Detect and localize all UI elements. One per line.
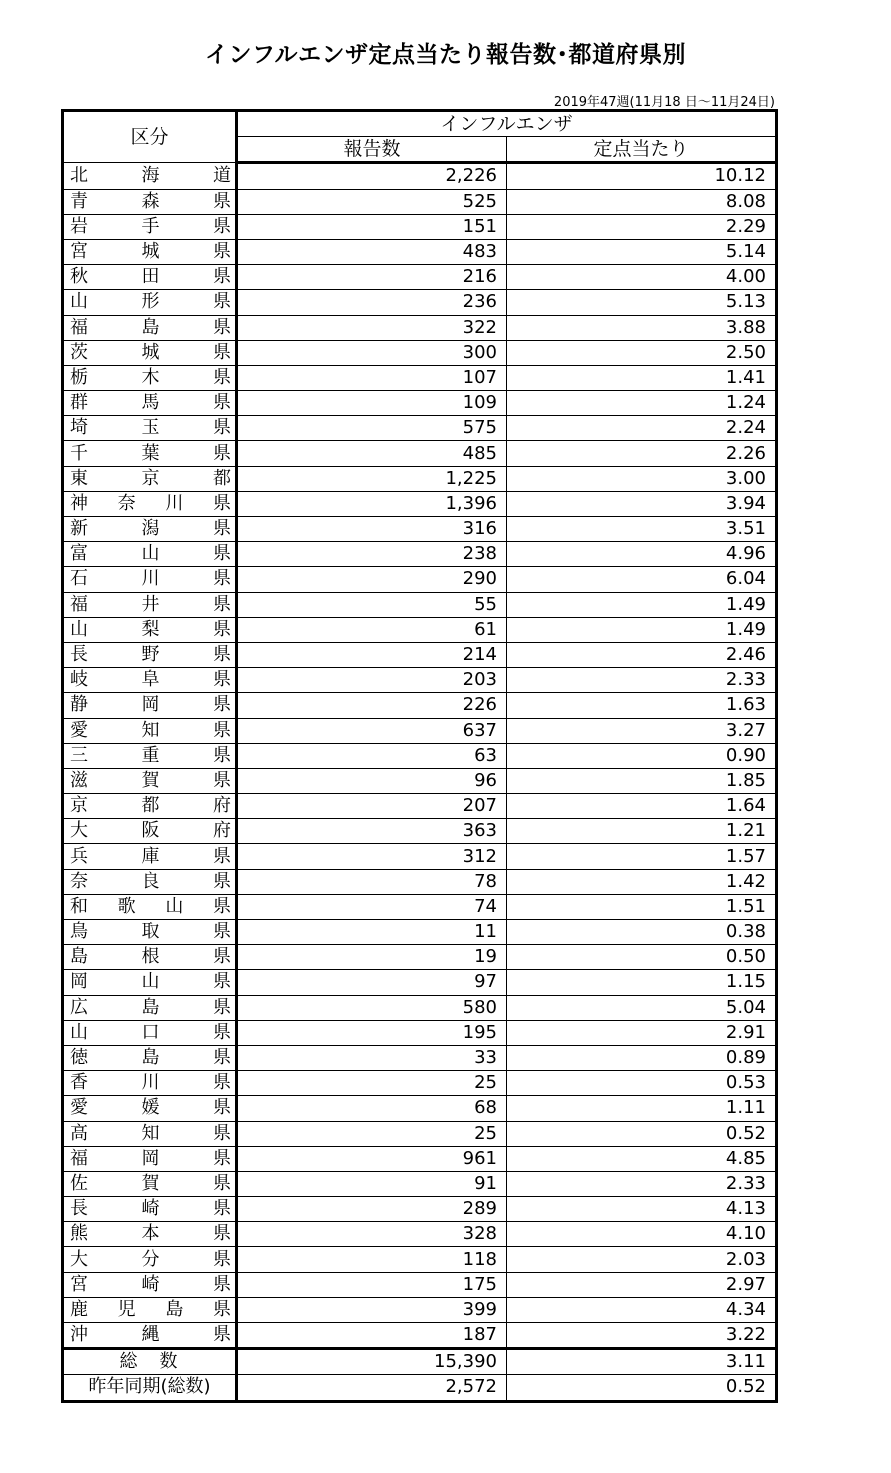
per-sentinel-value: 1.15 — [507, 970, 777, 995]
table-row — [63, 365, 777, 390]
total-per-sentinel: 3.11 — [507, 1349, 777, 1375]
report-count: 55 — [237, 592, 507, 617]
per-sentinel-value: 4.34 — [507, 1297, 777, 1322]
report-count: 214 — [237, 642, 507, 667]
table-row — [63, 1096, 777, 1121]
per-sentinel-value: 0.90 — [507, 743, 777, 768]
report-count: 187 — [237, 1323, 507, 1349]
table-row — [63, 1197, 777, 1222]
prefecture-name: 福島県 — [63, 315, 237, 340]
prefecture-name: 沖縄県 — [63, 1323, 237, 1349]
prefecture-name: 和歌山県 — [63, 894, 237, 919]
prefecture-name: 栃木県 — [63, 365, 237, 390]
table-row — [63, 819, 777, 844]
prefecture-name: 宮城県 — [63, 239, 237, 264]
table-row — [63, 542, 777, 567]
prefecture-name: 宮崎県 — [63, 1272, 237, 1297]
total-reports: 15,390 — [237, 1349, 507, 1375]
prefecture-name: 愛知県 — [63, 718, 237, 743]
report-count: 195 — [237, 1020, 507, 1045]
table-row — [63, 718, 777, 743]
per-sentinel-value: 2.46 — [507, 642, 777, 667]
prefecture-name: 広島県 — [63, 995, 237, 1020]
prefecture-name: 北海道 — [63, 163, 237, 189]
table-row — [63, 1222, 777, 1247]
table-row — [63, 743, 777, 768]
prefecture-name: 島根県 — [63, 945, 237, 970]
report-count: 363 — [237, 819, 507, 844]
prefecture-name: 香川県 — [63, 1071, 237, 1096]
per-sentinel-value: 3.94 — [507, 491, 777, 516]
report-count: 68 — [237, 1096, 507, 1121]
per-sentinel-value: 1.64 — [507, 794, 777, 819]
per-sentinel-value: 1.63 — [507, 693, 777, 718]
table-row — [63, 1020, 777, 1045]
table-row — [63, 869, 777, 894]
report-count: 151 — [237, 214, 507, 239]
per-sentinel-value: 1.49 — [507, 592, 777, 617]
table-row — [63, 920, 777, 945]
prefecture-name: 鳥取県 — [63, 920, 237, 945]
table-row — [63, 517, 777, 542]
table-row — [63, 970, 777, 995]
prefecture-name: 奈良県 — [63, 869, 237, 894]
per-sentinel-value: 2.03 — [507, 1247, 777, 1272]
header-reports: 報告数 — [237, 137, 507, 163]
report-count: 2,226 — [237, 163, 507, 189]
report-count: 399 — [237, 1297, 507, 1322]
period-label: 2019年47週(11月18 日～11月24日) — [553, 95, 775, 110]
last-year-reports: 2,572 — [237, 1375, 507, 1401]
table-row — [63, 340, 777, 365]
table-row — [63, 1272, 777, 1297]
report-count: 203 — [237, 668, 507, 693]
per-sentinel-value: 2.24 — [507, 416, 777, 441]
prefecture-name: 愛媛県 — [63, 1096, 237, 1121]
table-row — [63, 416, 777, 441]
table-row — [63, 995, 777, 1020]
per-sentinel-value: 2.91 — [507, 1020, 777, 1045]
per-sentinel-value: 2.97 — [507, 1272, 777, 1297]
table-row — [63, 391, 777, 416]
report-count: 226 — [237, 693, 507, 718]
per-sentinel-value: 2.50 — [507, 340, 777, 365]
prefecture-name: 静岡県 — [63, 693, 237, 718]
report-count: 485 — [237, 441, 507, 466]
prefecture-name: 茨城県 — [63, 340, 237, 365]
prefecture-name: 岡山県 — [63, 970, 237, 995]
table-row — [63, 768, 777, 793]
report-count: 74 — [237, 894, 507, 919]
per-sentinel-value: 1.11 — [507, 1096, 777, 1121]
per-sentinel-value: 4.96 — [507, 542, 777, 567]
header-row-1 — [63, 111, 777, 137]
per-sentinel-value: 1.57 — [507, 844, 777, 869]
last-year-row — [63, 1375, 777, 1401]
report-count: 312 — [237, 844, 507, 869]
prefecture-name: 岐阜県 — [63, 668, 237, 693]
per-sentinel-value: 6.04 — [507, 567, 777, 592]
prefecture-name: 京都府 — [63, 794, 237, 819]
table-row — [63, 491, 777, 516]
report-count: 575 — [237, 416, 507, 441]
per-sentinel-value: 3.00 — [507, 466, 777, 491]
per-sentinel-value: 4.85 — [507, 1146, 777, 1171]
prefecture-name: 長崎県 — [63, 1197, 237, 1222]
prefecture-name: 山梨県 — [63, 617, 237, 642]
per-sentinel-value: 1.51 — [507, 894, 777, 919]
table-row — [63, 844, 777, 869]
per-sentinel-value: 0.50 — [507, 945, 777, 970]
table-row — [63, 945, 777, 970]
report-count: 207 — [237, 794, 507, 819]
table-row — [63, 693, 777, 718]
table-row — [63, 1146, 777, 1171]
report-count: 238 — [237, 542, 507, 567]
prefecture-name: 東京都 — [63, 466, 237, 491]
per-sentinel-value: 1.41 — [507, 365, 777, 390]
report-count: 961 — [237, 1146, 507, 1171]
last-year-label: 昨年同期(総数) — [63, 1375, 237, 1401]
report-count: 107 — [237, 365, 507, 390]
report-count: 236 — [237, 290, 507, 315]
per-sentinel-value: 0.53 — [507, 1071, 777, 1096]
per-sentinel-value: 3.88 — [507, 315, 777, 340]
per-sentinel-value: 0.38 — [507, 920, 777, 945]
prefecture-name: 千葉県 — [63, 441, 237, 466]
per-sentinel-value: 2.33 — [507, 668, 777, 693]
prefecture-name: 山口県 — [63, 1020, 237, 1045]
per-sentinel-value: 2.29 — [507, 214, 777, 239]
prefecture-name: 群馬県 — [63, 391, 237, 416]
per-sentinel-value: 4.00 — [507, 265, 777, 290]
table-row — [63, 592, 777, 617]
per-sentinel-value: 5.14 — [507, 239, 777, 264]
report-count: 96 — [237, 768, 507, 793]
prefecture-name: 青森県 — [63, 189, 237, 214]
prefecture-name: 佐賀県 — [63, 1171, 237, 1196]
prefecture-name: 秋田県 — [63, 265, 237, 290]
table-row — [63, 1045, 777, 1070]
prefecture-name: 石川県 — [63, 567, 237, 592]
per-sentinel-value: 1.49 — [507, 617, 777, 642]
table-row — [63, 668, 777, 693]
total-label: 総 数 — [63, 1349, 237, 1375]
header-per-sentinel: 定点当たり — [507, 137, 777, 163]
table-row — [63, 214, 777, 239]
report-count: 33 — [237, 1045, 507, 1070]
table-row — [63, 466, 777, 491]
table-row — [63, 441, 777, 466]
table-row — [63, 315, 777, 340]
per-sentinel-value: 4.13 — [507, 1197, 777, 1222]
report-count: 61 — [237, 617, 507, 642]
report-count: 290 — [237, 567, 507, 592]
per-sentinel-value: 0.89 — [507, 1045, 777, 1070]
report-count: 63 — [237, 743, 507, 768]
report-count: 118 — [237, 1247, 507, 1272]
table-row — [63, 189, 777, 214]
report-count: 109 — [237, 391, 507, 416]
report-count: 216 — [237, 265, 507, 290]
per-sentinel-value: 1.42 — [507, 869, 777, 894]
prefecture-name: 埼玉県 — [63, 416, 237, 441]
report-count: 11 — [237, 920, 507, 945]
prefecture-name: 福井県 — [63, 592, 237, 617]
report-count: 1,225 — [237, 466, 507, 491]
per-sentinel-value: 2.26 — [507, 441, 777, 466]
table-row — [63, 1247, 777, 1272]
prefecture-name: 大阪府 — [63, 819, 237, 844]
table-row — [63, 1071, 777, 1096]
report-count: 637 — [237, 718, 507, 743]
report-count: 300 — [237, 340, 507, 365]
prefecture-name: 高知県 — [63, 1121, 237, 1146]
table-row — [63, 894, 777, 919]
table-row — [63, 290, 777, 315]
prefecture-name: 神奈川県 — [63, 491, 237, 516]
prefecture-name: 鹿児島県 — [63, 1297, 237, 1322]
last-year-per-sentinel: 0.52 — [507, 1375, 777, 1401]
per-sentinel-value: 2.33 — [507, 1171, 777, 1196]
per-sentinel-value: 4.10 — [507, 1222, 777, 1247]
table-row — [63, 1297, 777, 1322]
report-count: 316 — [237, 517, 507, 542]
per-sentinel-value: 1.24 — [507, 391, 777, 416]
prefecture-name: 熊本県 — [63, 1222, 237, 1247]
influenza-table — [61, 109, 778, 1403]
table-row — [63, 794, 777, 819]
page-title: インフルエンザ定点当たり報告数･都道府県別 — [204, 42, 687, 68]
prefecture-name: 新潟県 — [63, 517, 237, 542]
table-row — [63, 265, 777, 290]
prefecture-name: 長野県 — [63, 642, 237, 667]
table-row — [63, 1171, 777, 1196]
report-count: 322 — [237, 315, 507, 340]
per-sentinel-value: 3.51 — [507, 517, 777, 542]
prefecture-name: 徳島県 — [63, 1045, 237, 1070]
per-sentinel-value: 1.85 — [507, 768, 777, 793]
table-row — [63, 617, 777, 642]
per-sentinel-value: 10.12 — [507, 163, 777, 189]
prefecture-name: 兵庫県 — [63, 844, 237, 869]
prefecture-name: 福岡県 — [63, 1146, 237, 1171]
total-row — [63, 1349, 777, 1375]
report-count: 175 — [237, 1272, 507, 1297]
table-row — [63, 567, 777, 592]
prefecture-name: 岩手県 — [63, 214, 237, 239]
report-count: 483 — [237, 239, 507, 264]
report-count: 580 — [237, 995, 507, 1020]
report-count: 25 — [237, 1071, 507, 1096]
report-count: 525 — [237, 189, 507, 214]
report-count: 1,396 — [237, 491, 507, 516]
per-sentinel-value: 5.13 — [507, 290, 777, 315]
header-disease: インフルエンザ — [237, 111, 777, 137]
per-sentinel-value: 0.52 — [507, 1121, 777, 1146]
per-sentinel-value: 3.27 — [507, 718, 777, 743]
prefecture-name: 三重県 — [63, 743, 237, 768]
prefecture-name: 山形県 — [63, 290, 237, 315]
table-row — [63, 642, 777, 667]
report-count: 97 — [237, 970, 507, 995]
report-count: 91 — [237, 1171, 507, 1196]
report-count: 289 — [237, 1197, 507, 1222]
report-count: 25 — [237, 1121, 507, 1146]
table-row — [63, 239, 777, 264]
prefecture-name: 富山県 — [63, 542, 237, 567]
report-count: 19 — [237, 945, 507, 970]
prefecture-name: 滋賀県 — [63, 768, 237, 793]
report-count: 78 — [237, 869, 507, 894]
report-count: 328 — [237, 1222, 507, 1247]
per-sentinel-value: 5.04 — [507, 995, 777, 1020]
table-row — [63, 1323, 777, 1349]
per-sentinel-value: 3.22 — [507, 1323, 777, 1349]
table-row — [63, 163, 777, 189]
per-sentinel-value: 8.08 — [507, 189, 777, 214]
table-row — [63, 1121, 777, 1146]
per-sentinel-value: 1.21 — [507, 819, 777, 844]
prefecture-name: 大分県 — [63, 1247, 237, 1272]
header-region: 区分 — [63, 111, 237, 163]
